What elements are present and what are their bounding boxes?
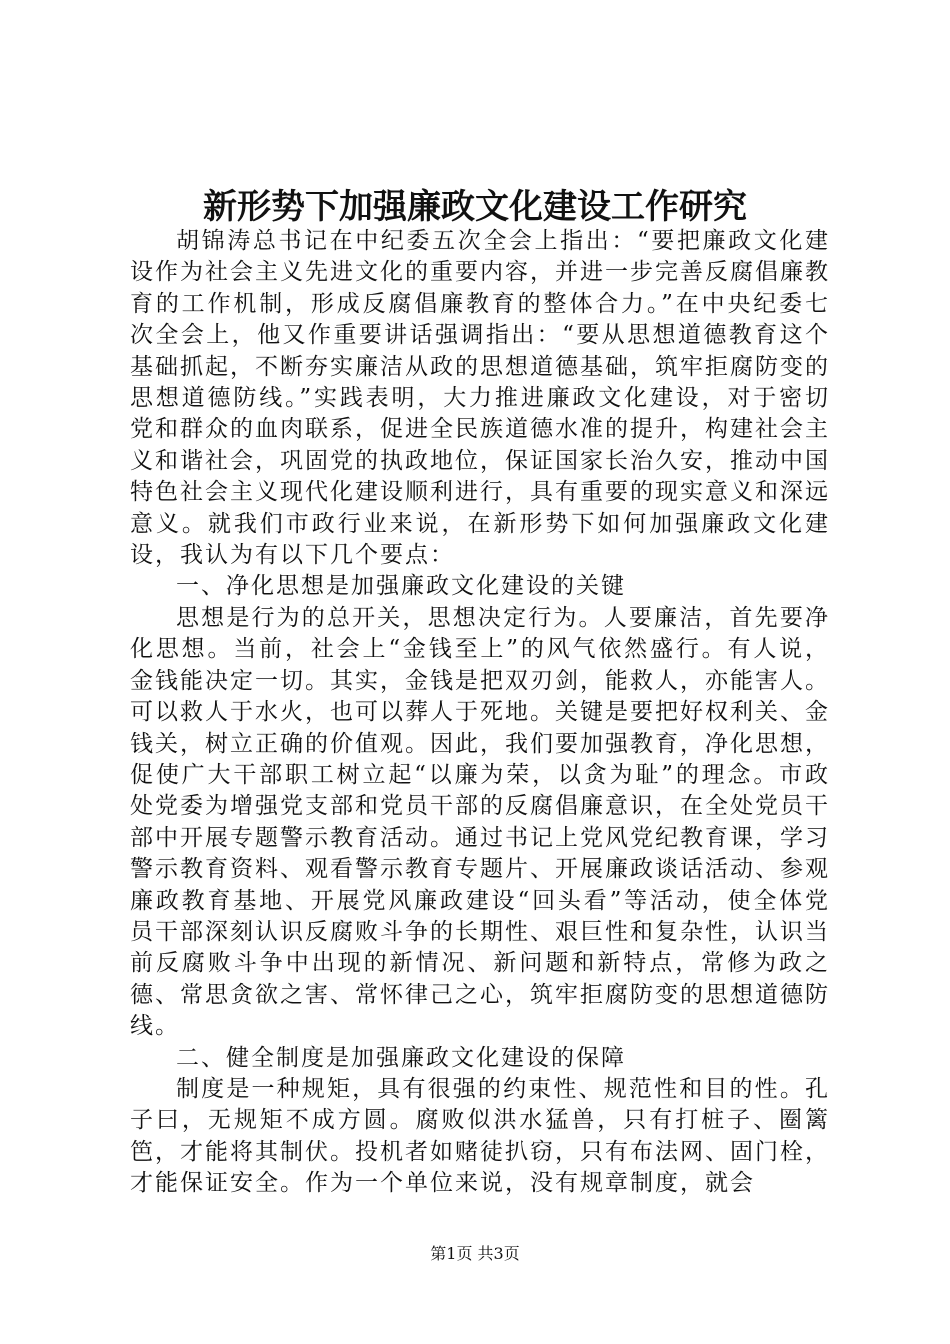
section-heading-1: 一、净化思想是加强廉政文化建设的关键	[176, 573, 626, 600]
page-number-footer: 第1页 共3页	[430, 1244, 520, 1263]
document-title: 新形势下加强廉政文化建设工作研究	[203, 187, 747, 227]
intro-paragraph: 胡锦涛总书记在中纪委五次全会上指出：“要把廉政文化建设作为社会主义先进文化的重要内容，并进一步完善反腐倡廉教育的工作机制，形成反腐倡廉教育的整体合力。”在中央纪委七次全会上，他又作重要讲话强调指出：“要从思想道德教育这个基础抓起，不断夯实廉洁从政的思想道德基础，筑牢拒腐防变的思想道德防线。”实践表明，大力推进廉政文化建设，对于密切党和群众的血肉联系，促进全民族道德水准的提升，构建社会主义和谐社会，巩固党的执政地位，保证国家长治久安，推动中国特色社会主义现代化建设顺利进行，具有重要的现实意义和深远意义。就我们市政行业来说，在新形势下如何加强廉政文化建设，我认为有以下几个要点：	[130, 228, 830, 569]
section-heading-2: 二、健全制度是加强廉政文化建设的保障	[176, 1044, 626, 1071]
section-2-paragraph: 制度是一种规矩，具有很强的约束性、规范性和目的性。孔子曰，无规矩不成方圆。腐败似洪水猛兽，只有打桩子、圈篱笆，才能将其制伏。投机者如赌徒扒窃，只有布法网、固门栓，才能保证安全。作为一个单位来说，没有规章制度，就会	[130, 1075, 830, 1197]
section-1-paragraph: 思想是行为的总开关，思想决定行为。人要廉洁，首先要净化思想。当前，社会上“金钱至上”的风气依然盛行。有人说，金钱能决定一切。其实，金钱是把双刃剑，能救人，亦能害人。可以救人于水火，也可以葬人于死地。关键是要把好权利关、金钱关，树立正确的价值观。因此，我们要加强教育，净化思想，促使广大干部职工树立起“以廉为荣，以贪为耻”的理念。市政处党委为增强党支部和党员干部的反腐倡廉意识，在全处党员干部中开展专题警示教育活动。通过书记上党风党纪教育课，学习警示教育资料、观看警示教育专题片、开展廉政谈话活动、参观廉政教育基地、开展党风廉政建设“回头看”等活动，使全体党员干部深刻认识反腐败斗争的长期性、艰巨性和复杂性，认识当前反腐败斗争中出现的新情况、新问题和新特点，常修为政之德、常思贪欲之害、常怀律己之心，筑牢拒腐防变的思想道德防线。	[130, 604, 830, 1040]
document-body	[130, 226, 830, 1200]
